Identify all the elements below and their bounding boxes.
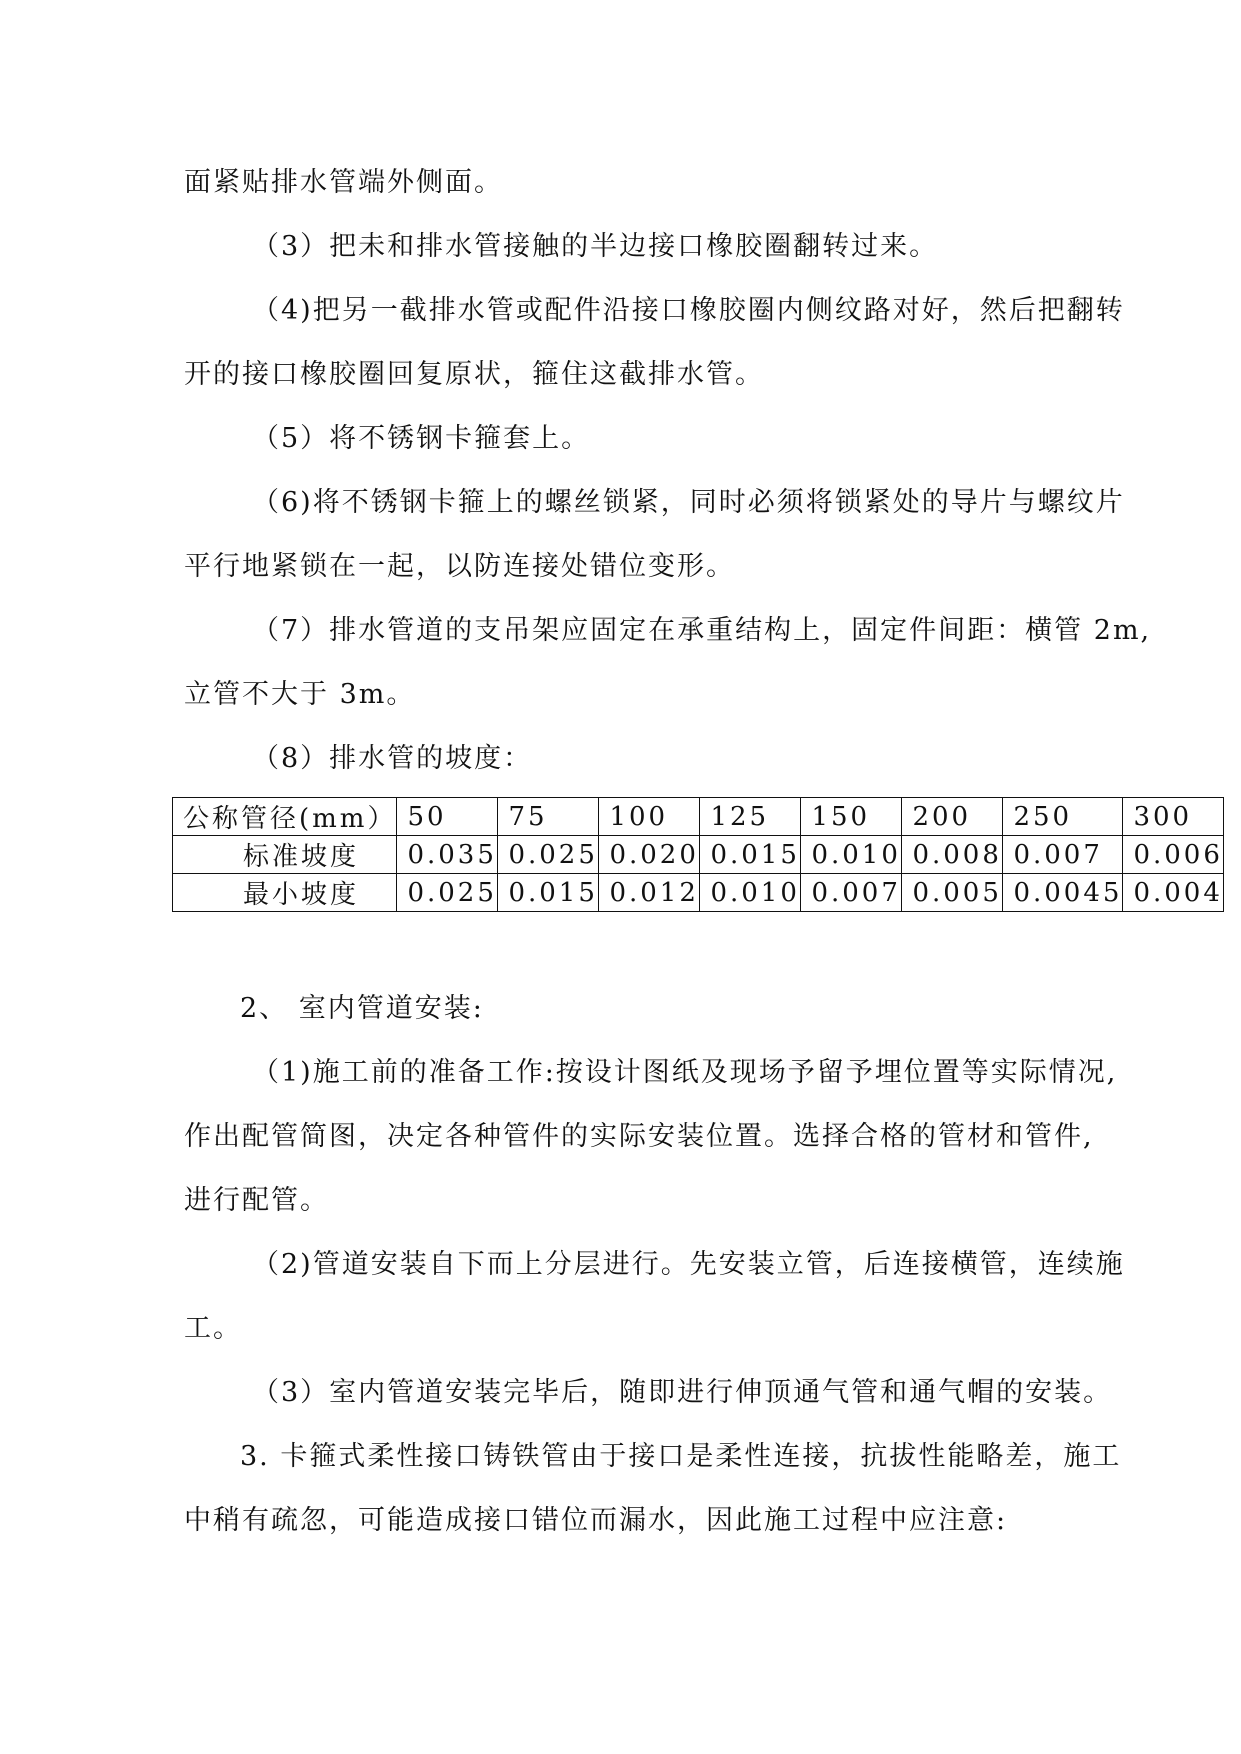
table-cell: 公称管径(mm） xyxy=(173,798,397,836)
paragraph-line: （7）排水管道的支吊架应固定在承重结构上，固定件间距：横管 2m, xyxy=(252,615,1152,646)
table-cell: 0.025 xyxy=(498,836,599,874)
paragraph-line: （3）室内管道安装完毕后，随即进行伸顶通气管和通气帽的安装。 xyxy=(252,1377,1113,1408)
table-cell: 150 xyxy=(801,798,902,836)
paragraph-line: （4)把另一截排水管或配件沿接口橡胶圈内侧纹路对好，然后把翻转 xyxy=(252,295,1125,326)
table-cell: 200 xyxy=(902,798,1003,836)
paragraph-line: 中稍有疏忽，可能造成接口错位而漏水，因此施工过程中应注意: xyxy=(184,1505,1008,1536)
table-cell: 0.010 xyxy=(801,836,902,874)
table-cell: 0.005 xyxy=(902,874,1003,912)
paragraph-line: （2)管道安装自下而上分层进行。先安装立管，后连接横管，连续施 xyxy=(252,1249,1125,1280)
table-cell: 最小坡度 xyxy=(173,874,397,912)
paragraph-line: 立管不大于 3m。 xyxy=(184,679,416,710)
table-cell: 0.015 xyxy=(700,836,801,874)
paragraph-line: （1)施工前的准备工作:按设计图纸及现场予留予埋位置等实际情况, xyxy=(252,1057,1118,1088)
table-row xyxy=(173,836,1224,874)
table-cell: 0.012 xyxy=(599,874,700,912)
table-cell: 300 xyxy=(1123,798,1224,836)
table-cell: 0.010 xyxy=(700,874,801,912)
paragraph-line: （5）将不锈钢卡箍套上。 xyxy=(252,423,591,454)
table-cell: 0.035 xyxy=(397,836,498,874)
table-cell: 0.0045 xyxy=(1003,874,1123,912)
table-cell: 0.008 xyxy=(902,836,1003,874)
table-cell: 0.006 xyxy=(1123,836,1224,874)
paragraph-line: 开的接口橡胶圈回复原状，箍住这截排水管。 xyxy=(184,359,764,390)
paragraph-line: （6)将不锈钢卡箍上的螺丝锁紧，同时必须将锁紧处的导片与螺纹片 xyxy=(252,487,1125,518)
table-cell: 0.007 xyxy=(801,874,902,912)
paragraph-line: （3）把未和排水管接触的半边接口橡胶圈翻转过来。 xyxy=(252,231,939,262)
table-cell: 50 xyxy=(397,798,498,836)
paragraph-line: 3. 卡箍式柔性接口铸铁管由于接口是柔性连接，抗拔性能略差，施工 xyxy=(240,1441,1122,1472)
table-cell: 标准坡度 xyxy=(173,836,397,874)
slope-table xyxy=(172,797,1224,912)
paragraph-line: 工。 xyxy=(184,1313,242,1344)
paragraph-line: 作出配管简图，决定各种管件的实际安装位置。选择合格的管材和管件, xyxy=(184,1121,1094,1152)
table-cell: 0.007 xyxy=(1003,836,1123,874)
table-cell: 0.015 xyxy=(498,874,599,912)
paragraph-line: 面紧贴排水管端外侧面。 xyxy=(184,167,503,198)
paragraph-line: （8）排水管的坡度： xyxy=(252,743,533,774)
table-cell: 250 xyxy=(1003,798,1123,836)
table-cell: 0.025 xyxy=(397,874,498,912)
table-cell: 100 xyxy=(599,798,700,836)
table-header-row xyxy=(173,798,1224,836)
table-cell: 0.004 xyxy=(1123,874,1224,912)
table-row xyxy=(173,874,1224,912)
table-cell: 75 xyxy=(498,798,599,836)
paragraph-line: 进行配管。 xyxy=(184,1185,329,1216)
table-cell: 0.020 xyxy=(599,836,700,874)
paragraph-line: 平行地紧锁在一起，以防连接处错位变形。 xyxy=(184,551,735,582)
table-cell: 125 xyxy=(700,798,801,836)
section-heading: 2、 室内管道安装: xyxy=(240,993,484,1024)
